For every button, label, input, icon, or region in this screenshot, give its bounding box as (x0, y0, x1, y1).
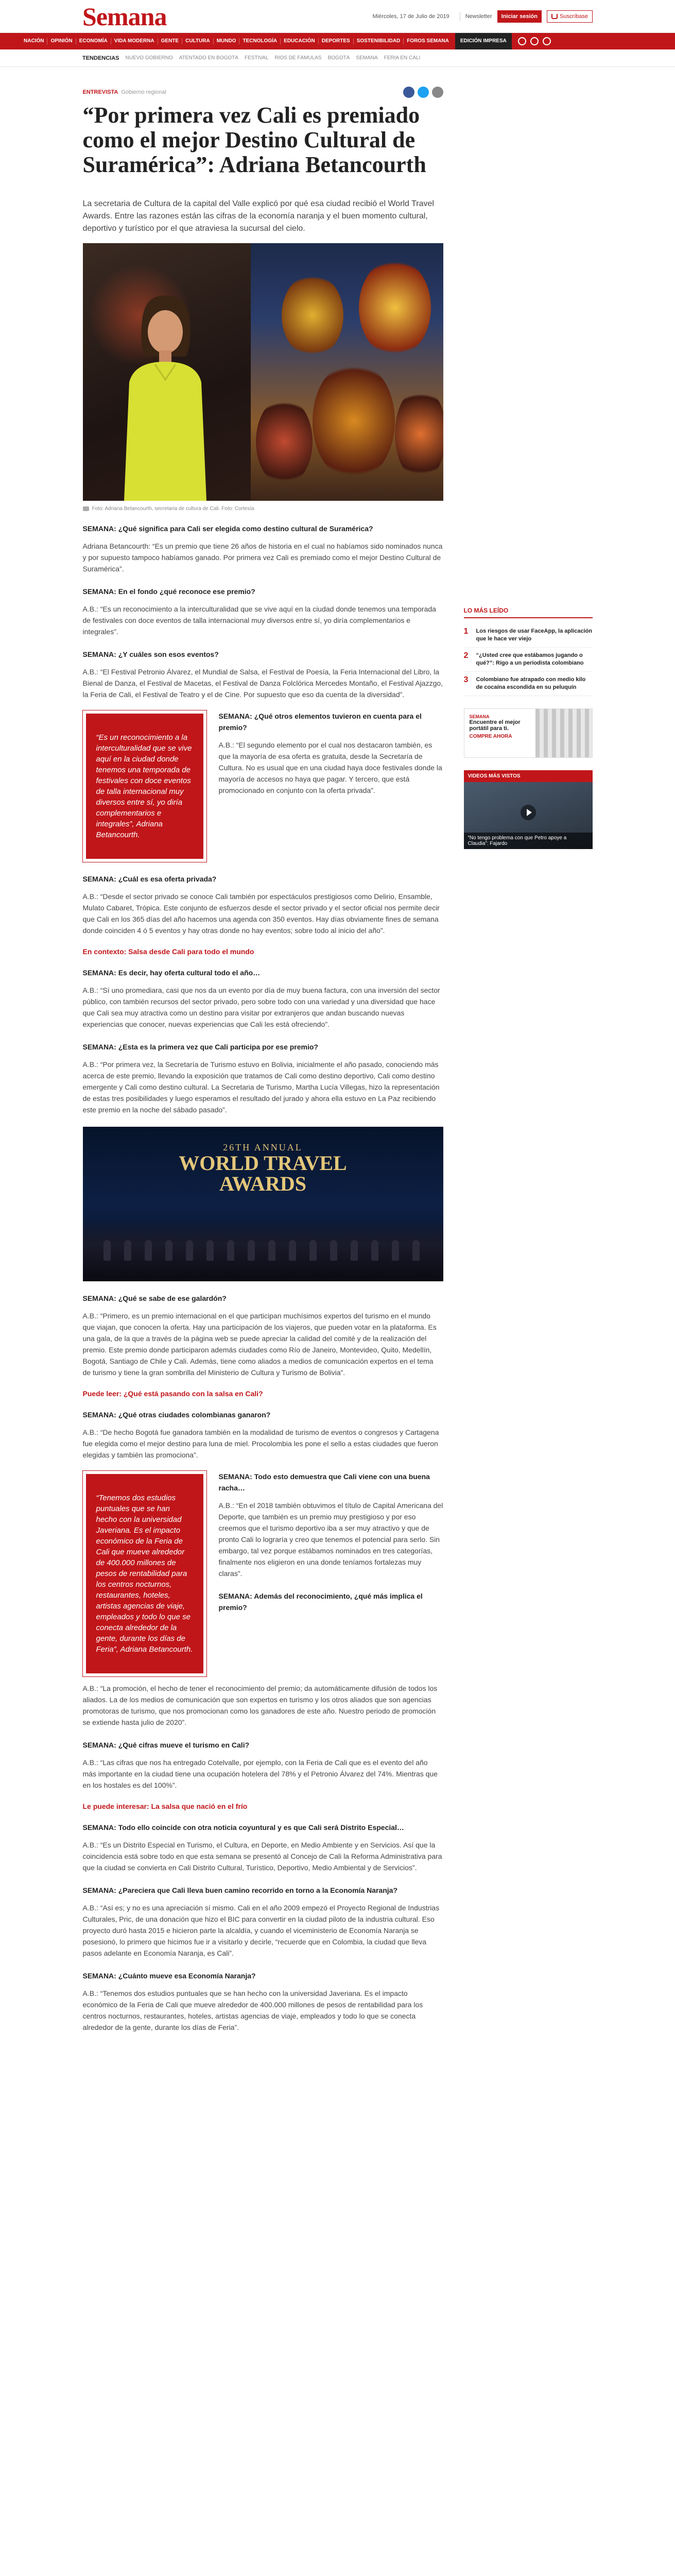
most-read-text: Colombiano fue atrapado con medio kilo de cocaína escondida en su peluquín (476, 676, 586, 690)
nav-item-nacion[interactable]: NACIÓN (21, 38, 47, 44)
pullquote: “Es un reconocimiento a la interculturalidad que se vive aquí en la ciudad donde tenemos una temporada de festivales con doce eventos de talla internacional muy diversos entre sí, yo diría complementarios e integrales”, Adriana Betancourth. (83, 710, 206, 862)
video-thumbnail[interactable] (464, 782, 593, 849)
related-link[interactable]: Le puede interesar: La salsa que nació en el frío (82, 1802, 248, 1810)
related-link[interactable]: Puede leer: ¿Qué está pasando con la salsa en Cali? (82, 1389, 263, 1398)
more-share-icon[interactable] (432, 87, 443, 98)
trending-item[interactable]: SEMANA (356, 55, 378, 61)
trending-item[interactable]: ATENTADO EN BOGOTÁ (179, 55, 238, 61)
header-date: Miércoles, 17 de Julio de 2019 (372, 13, 449, 20)
video-caption: “No tengo problema con que Petro apoye a Claudia”: Fajardo (464, 833, 593, 849)
section-link[interactable]: ENTREVISTA (82, 89, 118, 95)
question: SEMANA: ¿Qué cifras mueve el turismo en Cali? (82, 1741, 250, 1749)
question: SEMANA: ¿Pareciera que Cali lleva buen camino recorrido en torno a la Economía Naranja? (82, 1886, 398, 1894)
question: SEMANA: ¿Cuánto mueve esa Economía Naranja? (82, 1972, 256, 1980)
question: SEMANA: Todo ello coincide con otra noticia coyuntural y es que Cali será Distrito Especial… (82, 1823, 404, 1832)
site-logo[interactable]: Semana (82, 2, 167, 31)
nav-item-opinion[interactable]: OPINIÓN (47, 38, 76, 44)
instagram-icon[interactable] (518, 37, 526, 45)
article-title: “Por primera vez Cali es premiado como el mejor Destino Cultural de Suramérica”: Adriana Betancourth (82, 103, 426, 177)
most-read-text: “¿Usted cree que estábamos jugando o qué?”: Rigo a un periodista colombiano (476, 652, 584, 666)
facebook-share-icon[interactable] (403, 87, 414, 98)
facebook-icon[interactable] (530, 37, 539, 45)
answer: A.B.: “La promoción, el hecho de tener el reconocimiento del premio; da automáticamente difusión de todos los aliados. La de los medios de comunicación que son expertos en turismo y los otros aliados que son agencias promotoras de turismo, que nos promocionan como los ganadores de este año. Nuestro periodo de promoción se extiende hasta julio de 2020”. (82, 1684, 438, 1726)
answer: A.B.: “Así es; y no es una apreciación sí mismo. Cali en el año 2009 empezó el Proyecto Regional de Industrias Culturales, Pric, de una donación que hizo el BIC para convertir en la ciudad piloto de la industria cultural. Eso proyecto duró hasta 2015 e hicieron parte la alcaldía, y cuando el viceministerio de Economía Naranja se posesionó, lo primero que hicimos fue ir a visitarlo y decirle, “recuerde que en Colombia, la ciudad que lleva pasos adelante en Economía Naranja, es Cali”. (82, 1904, 440, 1957)
videos-widget (464, 770, 593, 849)
most-read-number: 2 (463, 651, 469, 660)
answer: A.B.: “Por primera vez, la Secretaría de Turismo estuvo en Bolivia, inicialmente el año pasado, conociendo más acerca de este premio, llevando la exposición que tratamos de Cali como destino deportivo, Cali como destino emergente y Cali como destino cultural. La Secretaria de Turismo, Martha Lucía Villegas, hizo la representación de estas tres posibilidades y luego esperamos el resultado del jurado y ahora ella estuvo en La Paz recibiendo este premio en la noche del sábado pasado”. (82, 1060, 440, 1114)
most-read-item[interactable] (464, 623, 593, 648)
ad-text-block (464, 709, 535, 757)
question: SEMANA: En el fondo ¿qué reconoce ese premio? (82, 587, 255, 596)
most-read-item[interactable] (464, 648, 593, 672)
most-read-title: LO MÁS LEÍDO (464, 607, 593, 618)
subscribe-button[interactable] (547, 10, 593, 23)
photo-caption-text: Foto: Adriana Betancourth, secretaria de cultura de Cali. Foto: Cortesía (92, 506, 254, 512)
answer: A.B.: “Tenemos dos estudios puntuales que se han hecho con la universidad Javeriana. Es el impacto económico de la Feria de Cali que mueve alrededor de 400.000 millones de pesos de rentabilidad para los centros nocturnos, restaurantes, hoteles, artistas agencias de viaje, empleados y todo lo que se conecta alrededor de la gente, durante los días de Feria”. (82, 1989, 423, 2031)
sidebar (464, 87, 593, 2033)
answer: Adriana Betancourth: “Es un premio que tiene 26 años de historia en el cual no habíamos sido nominados nunca y por supuesto tampoco habíamos ganado. Por primera vez Cali es premiado como el mejor Destino Cultural de Suramérica”. (82, 542, 443, 573)
answer: A.B.: “De hecho Bogotá fue ganadora también en la modalidad de turismo de eventos o congresos y Cartagena fue elegida como el mejor destino para luna de miel. Procolombia les pone el sello a estas ciudades que fueron elegidas y también las promociona”. (82, 1428, 439, 1459)
nav-item-economia[interactable]: ECONOMÍA (76, 38, 111, 44)
answer: A.B.: “Primero, es un premio internacional en el que participan muchísimos expertos del turismo en el mundo que viajan, que conocen la oferta. Hay una participación de los viajeros, que pueden votar en la plataforma. Es una gala, de la que a través de la página web se puede apreciar la calidad del comité y de la realización del premio. Este premio donde participaron además ciudades como Río de Janeiro, Montevideo, Quito, Medellín, Bogotá, Santiago de Chile y Cali. Además, tiene como aliados a medios de comunicación expertos en el tema de turismo y tiene la gran sombrilla del Ministerio de Cultura y Turismo de Bolivia”. (82, 1312, 437, 1377)
trending-item[interactable]: BOGOTÁ (327, 55, 350, 61)
trending-item[interactable]: FERIA EN CALI (384, 55, 421, 61)
cart-icon (551, 14, 558, 19)
trending-label: TENDENCIAS (82, 55, 119, 61)
pullquote-side (219, 1471, 443, 1676)
subsection-label: Gobierno regional (121, 89, 166, 95)
question: SEMANA: Todo esto demuestra que Cali viene con una buena racha… (218, 1472, 430, 1492)
answer: A.B.: “En el 2018 también obtuvimos el título de Capital Americana del Deporte, que también es un premio muy prestigioso y por eso creemos que el turismo deportivo iba a ser muy atractivo y que de pronto Cali lo lograría y creo que tenemos el potencial para serlo. Sin embargo, tal vez porque estábamos nominados en tres categorías, finalmente nos eligieron en una donde teníamos fortalezas muy claras”. (218, 1501, 443, 1578)
nav-item-cultura[interactable]: CULTURA (182, 38, 214, 44)
header-actions (372, 10, 593, 23)
ad-image (535, 709, 592, 757)
carnival-photo (251, 243, 443, 501)
nav-social (518, 37, 551, 45)
twitter-share-icon[interactable] (418, 87, 429, 98)
nav-item-mundo[interactable]: MUNDO (214, 38, 240, 44)
newsletter-link[interactable]: Newsletter (465, 13, 492, 20)
camera-icon (83, 506, 89, 511)
answer: A.B.: “Sí uno promediara, casi que nos da un evento por día de muy buena factura, con una inversión del sector público, con también recursos del sector privado, pero sobre todo con una variedad y una diversidad que hace que Cali sea muy atractiva como un destino para visitar por extranjeros que andan buscando nuevas experiencias que conocer, nuevas experiencias que Cali les está ofreciendo”. (82, 986, 440, 1028)
most-read-number: 1 (463, 627, 469, 636)
pullquote-row (83, 710, 443, 862)
nav-item-deportes[interactable]: DEPORTES (319, 38, 354, 44)
nav-items (21, 38, 452, 44)
answer: A.B.: “Las cifras que nos ha entregado Cotelvalle, por ejemplo, con la Feria de Cali que es el evento del año más importante en la ciudad tiene una ocupación hotelera del 78% y el Petronio Álvarez del 74%. Mientras que en los hostales es del 100%”. (82, 1758, 438, 1789)
answer: A.B.: “El Festival Petronio Álvarez, el Mundial de Salsa, el Festival de Poesía, la Feria Internacional del Libro, la Bienal de Danza, el Festival de Macetas, el Festival de Danza Folclórica Mercedes Montaño, el Festival Ajazzgo, la Feria de Cali, el Festival de Teatro y el de Cine. Por supuesto que eso da cuenta de la diversidad”. (82, 668, 443, 699)
nav-item-tecnologia[interactable]: TECNOLOGÍA (239, 38, 281, 44)
login-button[interactable]: Iniciar sesión (497, 10, 542, 23)
nav-item-foros[interactable]: FOROS SEMANA (407, 38, 449, 44)
answer: A.B.: “Desde el sector privado se conoce Cali también por espectáculos prestigiosos como Delirio, Ensamble, Mulato Cabaret, Trópica. Este conjunto de esfuerzos desde el sector privado y el sector oficial nos permite decir que Cali en los 365 días del año hacemos una agenda con 350 eventos. Hay días obviamente fines de semana donde coinciden 4 ó 5 eventos y hay otras donde no hay eventos; sobre todo al inicio del año”. (82, 892, 440, 935)
question: SEMANA: ¿Cuál es esa oferta privada? (82, 875, 217, 883)
article-lead: La secretaria de Cultura de la capital del Valle explicó por qué esa ciudad recibió el World Travel Awards. Entre las razones están las cifras de la economía naranja y el buen momento cultural, deportivo y turístico por el que atraviesa la sucursal del cielo. (82, 199, 434, 233)
awards-photo (83, 1127, 443, 1281)
answer: A.B.: “El segundo elemento por el cual nos destacaron también, es que la mayoría de esa oferta es gratuita, desde la Secretaría de Cultura. No es usual que en una ciudad haya doce festivales donde la mayoría de accesos no haya que pagar. Y tercero, que está promocionado en conjunto con la oferta privada”. (218, 741, 442, 794)
question: SEMANA: Es decir, hay oferta cultural todo el año… (82, 969, 261, 977)
trending-item[interactable]: RÍOS DE FÁMULAS (274, 55, 322, 61)
ad-headline: Encuentre el mejor portátil para ti. (469, 719, 521, 732)
question: SEMANA: ¿Qué significa para Cali ser elegida como destino cultural de Suramérica? (82, 524, 373, 533)
ad-cta: COMPRE AHORA (469, 734, 512, 739)
article (83, 87, 443, 2033)
question: SEMANA: Además del reconocimiento, ¿qué más implica el premio? (218, 1592, 423, 1612)
trending-item[interactable]: FESTIVAL (244, 55, 269, 61)
most-read-item[interactable] (464, 672, 593, 696)
hero-image (83, 243, 443, 501)
awards-stage-line1: 26TH ANNUAL (223, 1142, 303, 1153)
question: SEMANA: ¿Y cuáles son esos eventos? (82, 650, 219, 658)
most-read-text: Los riesgos de usar FaceApp, la aplicación que le hace ver viejo (476, 628, 593, 642)
most-read-list (464, 623, 593, 696)
play-icon (521, 805, 536, 820)
question: SEMANA: ¿Qué otros elementos tuvieron en cuenta para el premio? (218, 712, 422, 732)
pullquote: “Tenemos dos estudios puntuales que se han hecho con la universidad Javeriana. Es el impacto económico de la Feria de Cali que mueve alrededor de 400.000 millones de pesos de rentabilidad para los centros nocturnos, restaurantes, hoteles, artistas agencias de viaje, empleados y todo lo que se conecta alrededor de la gente, durante los días de Feria”, Adriana Betancourth. (83, 1471, 206, 1676)
answer: A.B.: “Es un Distrito Especial en Turismo, el Cultura, en Deporte, en Medio Ambiente y en Servicios. Así que la coincidencia está sobre todo en que esta semana se presentó al Concejo de Cali la Reforma Administrativa para que la ciudad se convierta en Cali Distrito Cultural, Turístico, Deportivo, Medio Ambiental y de Servicios”. (82, 1841, 442, 1872)
nav-item-vida-moderna[interactable]: VIDA MODERNA (111, 38, 158, 44)
sidebar-ad[interactable] (464, 708, 593, 758)
pullquote-row (83, 1471, 443, 1676)
search-icon[interactable] (543, 37, 551, 45)
pullquote-side (219, 710, 443, 862)
awards-stage-title (173, 1142, 353, 1194)
related-link[interactable]: En contexto: Salsa desde Cali para todo el mundo (82, 947, 254, 956)
main-nav (0, 33, 675, 49)
trending-item[interactable]: NUEVO GOBIERNO (125, 55, 173, 61)
nav-item-sostenibilidad[interactable]: SOSTENIBILIDAD (354, 38, 404, 44)
awards-stage-line2: WORLD TRAVEL AWARDS (179, 1151, 347, 1195)
answer: A.B.: “Es un reconocimiento a la interculturalidad que se vive aquí en la ciudad donde tenemos una temporada de festivales con doce eventos de talla internacional muy diversos entre sí, yo diría complementarios e integrales”. (82, 605, 436, 636)
top-header (0, 0, 675, 33)
most-read-number: 3 (463, 675, 469, 684)
videos-title: VIDEOS MÁS VISTOS (464, 770, 593, 782)
ad-brand: SEMANA (469, 714, 490, 719)
page-body (83, 67, 593, 2033)
question: SEMANA: ¿Qué otras ciudades colombianas ganaron? (82, 1411, 271, 1419)
photo-caption (83, 506, 443, 512)
nav-item-edicion-impresa[interactable]: EDICIÓN IMPRESA (455, 33, 512, 49)
question: SEMANA: ¿Qué se sabe de ese galardón? (82, 1294, 227, 1302)
subscribe-label: Suscríbase (559, 13, 588, 20)
share-buttons (403, 87, 443, 98)
trending-bar (0, 49, 675, 67)
nav-item-gente[interactable]: GENTE (158, 38, 182, 44)
question: SEMANA: ¿Esta es la primera vez que Cali participa por ese premio? (82, 1043, 318, 1051)
nav-item-educacion[interactable]: EDUCACIÓN (281, 38, 319, 44)
portrait-photo (83, 243, 251, 501)
article-kicker (83, 87, 443, 98)
